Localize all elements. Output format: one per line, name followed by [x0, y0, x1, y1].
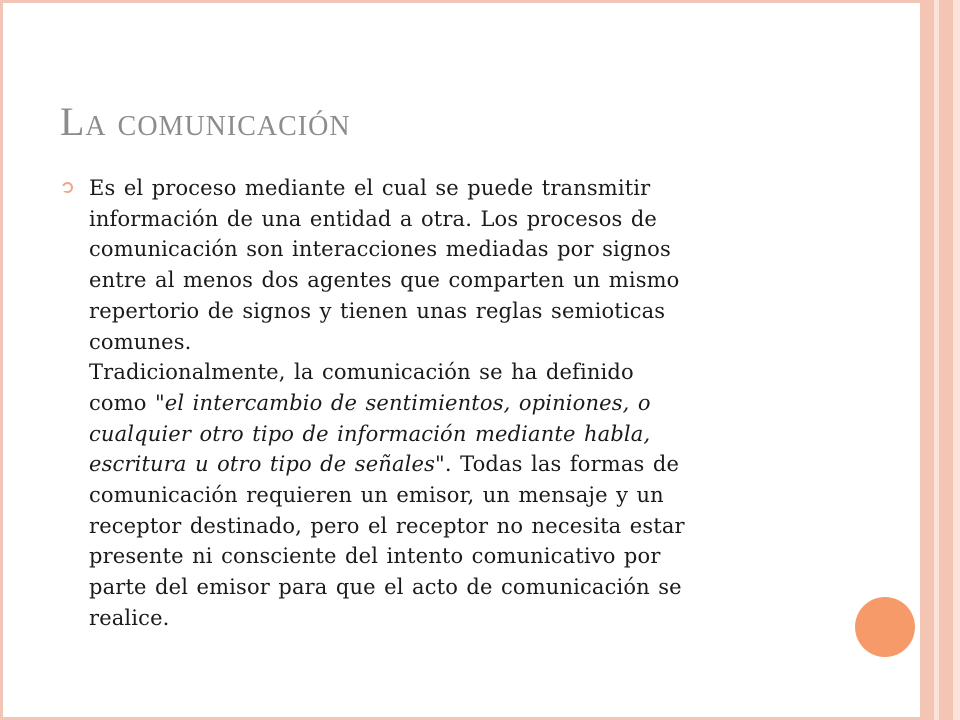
decorative-circle: [855, 597, 915, 657]
decorative-stripe: [939, 0, 953, 720]
quote-text: escritura u otro tipo de señales": [89, 452, 445, 477]
decorative-stripe: [920, 0, 934, 720]
text-fragment: . Todas las formas de: [444, 452, 680, 477]
text-line: realice.: [89, 605, 170, 630]
text-line: entre al menos dos agentes que comparten un mismo: [89, 268, 680, 293]
text-line: presente ni consciente del intento comunicativo por: [89, 544, 661, 569]
text-line: [89, 419, 829, 450]
bullet-text: [89, 173, 829, 634]
text-line: comunes.: [89, 329, 192, 354]
text-line: comunicación requieren un emisor, un mensaje y un: [89, 483, 664, 508]
quote-text: "el intercambio de sentimientos, opiniones, o: [155, 390, 651, 415]
text-line: parte del emisor para que el acto de comunicación se: [89, 575, 682, 600]
text-line: Es el proceso mediante el cual se puede transmitir: [89, 176, 651, 200]
text-line: comunicación son interacciones mediadas por signos: [89, 237, 671, 262]
slide-border-top: [0, 0, 920, 3]
text-line: [89, 449, 829, 480]
text-line: repertorio de signos y tienen unas reglas semioticas: [89, 298, 666, 323]
slide-title: La comunicación: [60, 99, 351, 144]
decorative-stripe: [953, 0, 960, 720]
text-line: información de una entidad a otra. Los procesos de: [89, 206, 658, 231]
slide-border-left: [0, 0, 3, 720]
quote-text: cualquier otro tipo de información mediante habla,: [89, 421, 651, 446]
text-line: [89, 388, 829, 419]
text-fragment: como: [89, 390, 155, 415]
bullet-icon-gap: [60, 186, 67, 191]
text-line: receptor destinado, pero el receptor no necesita estar: [89, 513, 685, 538]
text-line: Tradicionalmente, la comunicación se ha definido: [89, 360, 634, 385]
